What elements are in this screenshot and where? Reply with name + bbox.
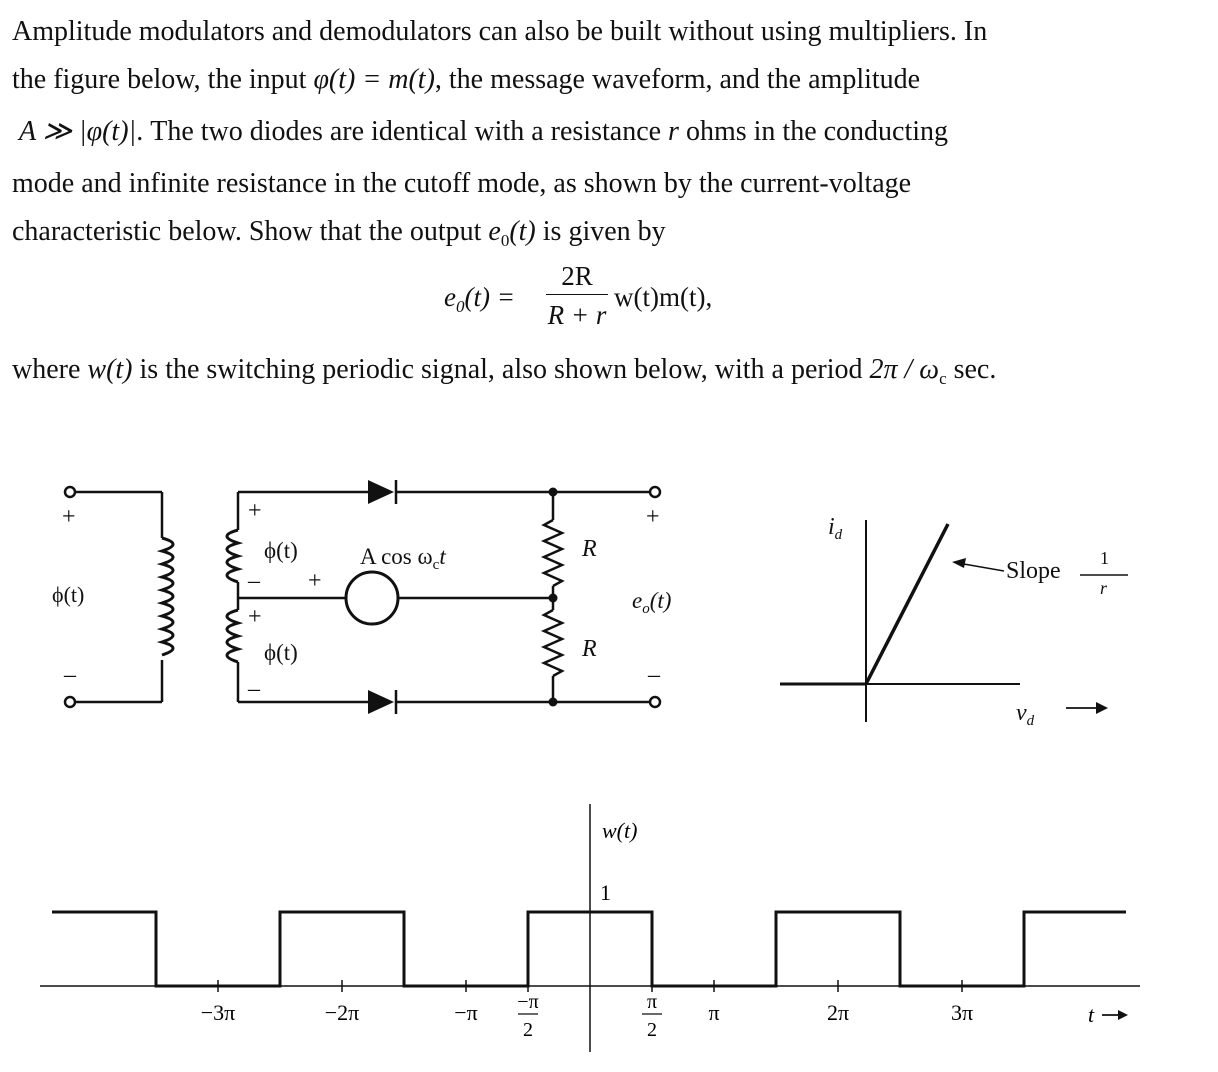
tick-half-pi-label-num: π xyxy=(646,991,658,1013)
node-center xyxy=(549,594,558,603)
problem-statement xyxy=(12,8,1202,265)
problem-line-3: A ≫ |φ(t)|. The two diodes are identical with a resistance r ohms in the conducting xyxy=(19,116,949,147)
slope-denominator: r xyxy=(1100,578,1108,598)
amplitude-condition: A ≫ |φ(t)| xyxy=(19,116,137,147)
carrier-source xyxy=(346,572,398,624)
output-plus: + xyxy=(646,504,660,530)
output-label: $e_o(t)$ xyxy=(632,588,672,617)
tick-2pi-label: 2π xyxy=(826,1000,850,1025)
slope-pointer xyxy=(958,563,1004,571)
bottom-plus: + xyxy=(248,604,262,630)
resistor-bottom xyxy=(544,610,562,676)
equation-denominator: R + r xyxy=(547,300,607,330)
tick-half-pi-label-den: 2 xyxy=(647,1019,657,1041)
input-definition: φ(t) = m(t) xyxy=(313,64,435,95)
tick-pi-label: π xyxy=(708,1000,720,1025)
tick-neg-2pi-label: −2π xyxy=(324,1000,360,1025)
input-phi-label: ϕ(t) xyxy=(52,582,85,607)
output-terminal-bottom xyxy=(650,697,660,707)
where-statement: where w(t) is the switching periodic signal, also shown below, with a period $2\pi / \omega_c$ sec. xyxy=(12,354,997,388)
diode-bottom xyxy=(368,690,394,714)
tick-neg-pi-label: −π xyxy=(454,1000,478,1025)
tick-neg-half-pi-label-den: 2 xyxy=(523,1019,533,1041)
node-bottom xyxy=(549,698,558,707)
iv-x-label: $v_d$ xyxy=(1016,700,1035,729)
iv-y-label: $i_d$ xyxy=(828,514,843,543)
wave-x-arrowhead xyxy=(1118,1010,1128,1020)
resistor-bottom-label: R xyxy=(582,636,597,662)
slope-numerator: 1 xyxy=(1100,548,1109,568)
tick-neg-half-pi-label-num: −π xyxy=(517,991,539,1013)
equation-lhs: $e_0(t)$ = xyxy=(444,282,515,316)
equation-rhs: w(t)m(t), xyxy=(614,282,713,312)
resistor-top xyxy=(544,520,562,586)
secondary-coil-bottom xyxy=(227,610,238,662)
carrier-plus: + xyxy=(308,568,322,594)
circuit-figure xyxy=(0,460,1218,740)
output-equation xyxy=(444,258,764,342)
input-terminal-top xyxy=(65,487,75,497)
top-plus: + xyxy=(248,498,262,524)
bottom-phi-label: ϕ(t) xyxy=(264,640,298,665)
equation-fraction xyxy=(544,258,610,331)
carrier-label: A $\cos \omega_ct$ xyxy=(360,544,446,573)
wave-y-tick-1: 1 xyxy=(600,880,611,905)
tick-neg-3pi-label: −3π xyxy=(200,1000,236,1025)
slope-label: Slope xyxy=(1006,558,1061,584)
input-minus: – xyxy=(64,662,76,688)
switching-waveform-chart xyxy=(0,790,1218,1060)
slope-arrowhead xyxy=(952,558,966,568)
tick-3pi-label: 3π xyxy=(950,1000,974,1025)
square-wave xyxy=(52,912,1126,986)
iv-conducting-line xyxy=(866,524,948,684)
resistor-top-label: R xyxy=(582,536,597,562)
equation-numerator: 2R xyxy=(561,261,593,291)
problem-line-1: Amplitude modulators and demodulators can also be built without using multipliers. In xyxy=(12,16,988,47)
input-plus: + xyxy=(62,504,76,530)
bottom-minus: – xyxy=(248,676,260,702)
node-top xyxy=(549,488,558,497)
top-phi-label: ϕ(t) xyxy=(264,538,298,563)
diode-top xyxy=(368,480,394,504)
wave-x-label: t xyxy=(1088,1002,1095,1027)
problem-line-2: the figure below, the input φ(t) = m(t), the message waveform, and the amplitude xyxy=(12,64,921,95)
vd-arrowhead xyxy=(1096,702,1108,714)
wave-title: w(t) xyxy=(602,818,638,843)
output-terminal-top xyxy=(650,487,660,497)
input-terminal-bottom xyxy=(65,697,75,707)
output-minus: – xyxy=(648,662,660,688)
secondary-coil-top xyxy=(227,530,238,582)
top-minus: – xyxy=(248,568,260,594)
problem-line-5: characteristic below. Show that the output $e_0(t)$ is given by xyxy=(12,216,666,250)
primary-coil xyxy=(162,538,173,655)
problem-line-4: mode and infinite resistance in the cutoff mode, as shown by the current-voltage xyxy=(12,168,912,199)
